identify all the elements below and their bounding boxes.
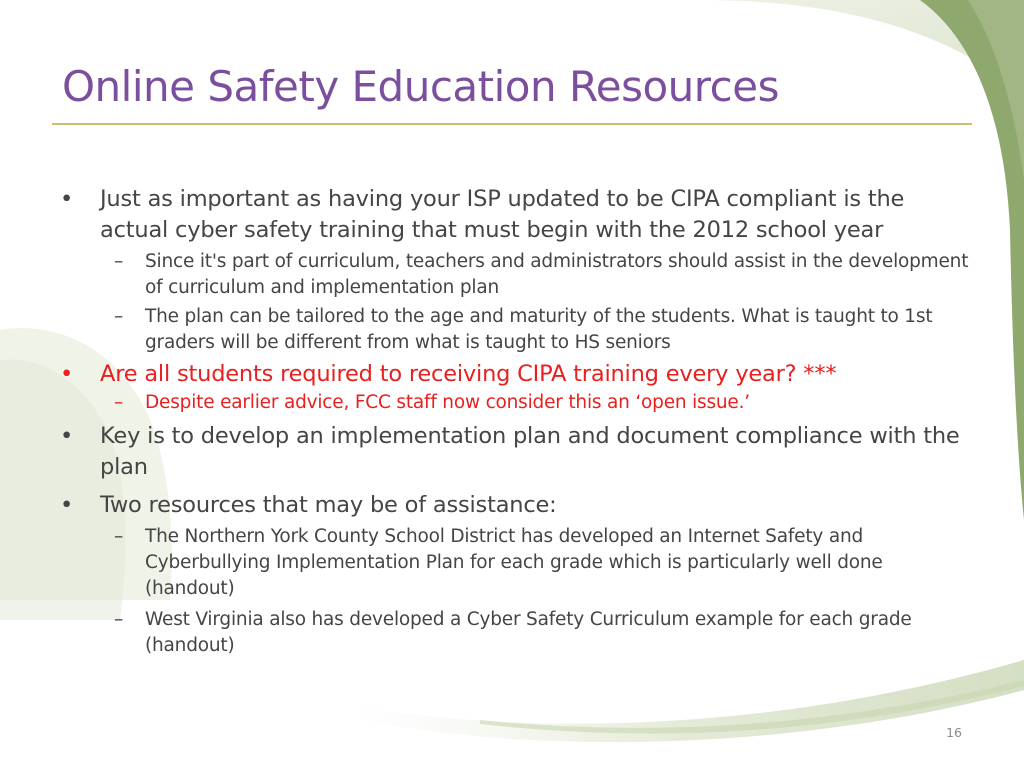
slide-body [58, 184, 973, 659]
slide-title: Online Safety Education Resources [62, 62, 779, 111]
bullet-text: Two resources that may be of assistance: [100, 492, 557, 518]
sub-bullet-text: West Virginia also has developed a Cyber Safety Curriculum example for each grade (handout) [145, 609, 912, 656]
sub-bullet-item [58, 249, 973, 301]
sub-bullet-item [58, 304, 973, 356]
sub-bullet-dash: – [114, 609, 124, 630]
sub-bullet-text: The Northern York County School District has developed an Internet Safety and Cyberbullying Implementation Plan for each grade which is particularly well done (handout) [145, 526, 883, 599]
bullet-item-highlighted [58, 359, 973, 390]
bullet-item [58, 490, 973, 521]
sub-bullet-dash: – [114, 251, 124, 272]
bullet-text: Just as important as having your ISP updated to be CIPA compliant is the actual cyber safety training that must begin with the 2012 school year [100, 186, 905, 243]
page-number: 16 [946, 725, 962, 740]
sub-bullet-item [58, 607, 973, 659]
title-underline [52, 123, 972, 125]
sub-bullet-text: Despite earlier advice, FCC staff now consider this an ‘open issue.’ [145, 392, 750, 413]
sub-bullet-item [58, 524, 973, 602]
sub-bullet-dash: – [114, 526, 124, 547]
bullet-item [58, 421, 973, 483]
bullet-dot: • [60, 423, 74, 449]
sub-bullet-text: Since it's part of curriculum, teachers and administrators should assist in the development of curriculum and implementation plan [145, 251, 969, 298]
bullet-item [58, 184, 973, 246]
sub-bullet-dash: – [114, 306, 124, 327]
sub-bullet-item-highlighted [58, 390, 973, 416]
bullet-dot: • [60, 186, 74, 212]
sub-bullet-dash: – [114, 392, 124, 413]
sub-bullet-text: The plan can be tailored to the age and maturity of the students. What is taught to 1st graders will be different from what is taught to HS seniors [145, 306, 933, 353]
bullet-dot: • [60, 492, 74, 518]
bullet-text: Key is to develop an implementation plan and document compliance with the plan [100, 423, 960, 480]
bullet-dot: • [60, 361, 74, 387]
bullet-text: Are all students required to receiving CIPA training every year? *** [100, 361, 837, 387]
